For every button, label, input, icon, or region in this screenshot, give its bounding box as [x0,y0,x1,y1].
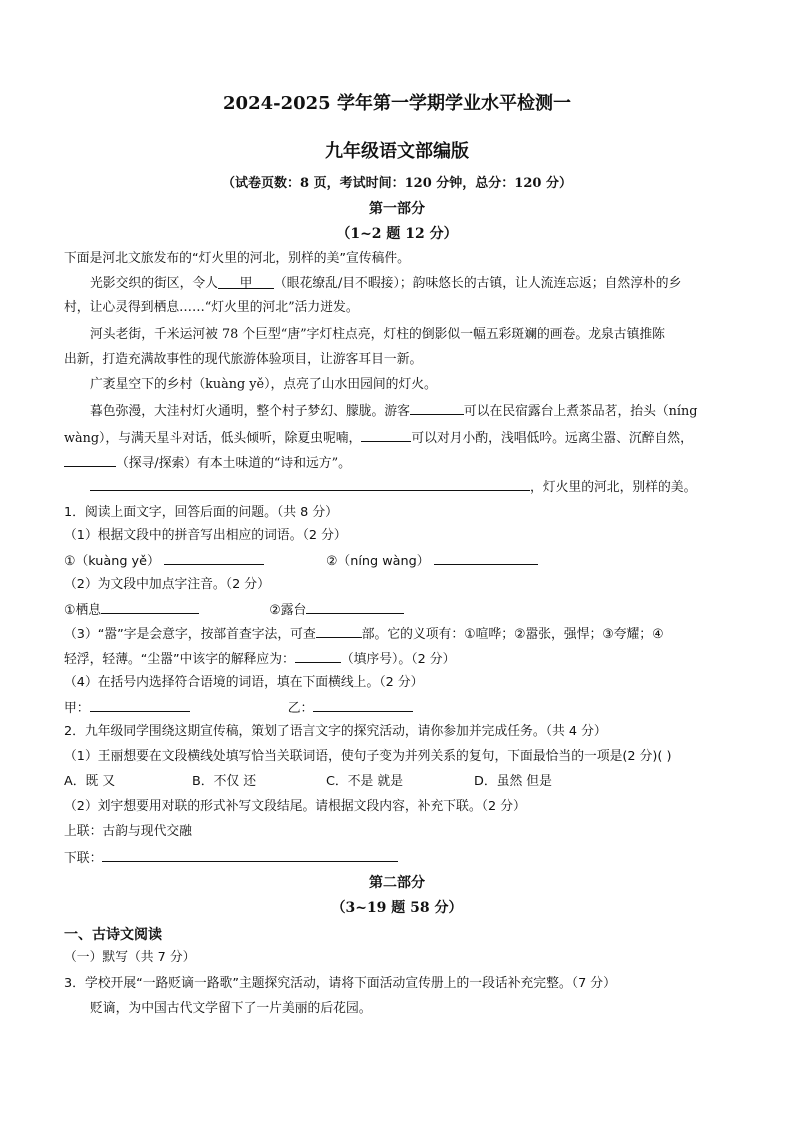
q1-sub1b-label: ②（níng wàng） [325,554,430,569]
blank-jia-label: 甲 [239,276,253,291]
q1-sub2-answers [64,600,738,620]
passage-line [64,477,738,497]
passage-line [64,453,738,473]
option-b: B．不仅 还 [192,774,257,789]
q1-sub3-cont [64,649,738,669]
couplet-lower-label: 下联： [64,851,103,866]
q2-sub2: （2）刘宇想要用对联的形式补写文段结尾。请根据文段内容，补充下联。（2 分） [64,799,526,814]
passage-text: （探寻/探索）有本土味道的“诗和远方”。 [116,456,351,471]
couplet-upper: 上联：古韵与现代交融 [64,824,192,839]
q1-sub4b-label: 乙： [287,701,314,716]
subsection-title: （一）默写（共 7 分） [64,950,196,965]
q3-text: 贬谪，为中国古代文学留下了一片美丽的后花园。 [90,1001,372,1016]
blank-jia [218,275,274,289]
answer-blank [164,551,264,565]
option-a: A．既 又 [64,774,116,789]
q1-sub3 [64,624,738,644]
answer-blank [101,600,199,614]
exam-subtitle: 九年级语文部编版 [325,141,469,162]
q1-sub2a-label: ①栖息 [64,603,102,618]
option-c: C．不是 就是 [326,774,403,789]
passage-line: 河头老街，千米运河被 78 个巨型“唐”字灯柱点亮，灯柱的倒影似一幅五彩斑斓的画卷。龙泉古镇推陈 [90,327,665,342]
passage-line [64,275,738,293]
passage-text: 可以在民宿露台上煮茶品茗，抬头（níng [463,404,698,419]
answer-blank [434,551,538,565]
passage-text: （眼花缭乱/目不暇接）；韵味悠长的古镇，让人流连忘返；自然淳朴的乡 [273,276,682,291]
exam-meta: （试卷页数：8 页，考试时间：120 分钟，总分：120 分） [222,176,572,191]
answer-blank [90,477,530,491]
passage-text: wàng），与满天星斗对话，低头倾听，除夏虫呢喃， [64,431,362,446]
q2-stem: 2．九年级同学围绕这期宣传稿，策划了语言文字的探究活动，请你参加并完成任务。（共 4 分） [64,724,607,739]
q2-sub1: （1）王丽想要在文段横线处填写恰当关联词语，使句子变为并列关系的复句，下面最恰当的一项是(2 分)( ) [64,749,672,764]
couplet-lower [64,848,738,868]
option-d: D．虽然 但是 [474,774,552,789]
answer-blank [361,428,411,442]
passage-text: 光影交织的街区，令人 [90,276,218,291]
passage-line: 村，让心灵得到栖息……“灯火里的河北”活力迸发。 [64,300,359,315]
q2-options [64,773,738,791]
passage-line: 广袤星空下的乡村（kuàng yě），点亮了山水田园间的灯火。 [90,377,437,392]
q1-sub4-answers [64,698,738,718]
passage-line [64,428,738,448]
q1-sub2: （2）为文段中加点字注音。（2 分） [64,577,270,592]
answer-blank [313,698,413,712]
answer-blank [295,649,341,663]
answer-blank [102,848,398,862]
passage-text: 可以对月小酌，浅唱低吟。远离尘嚣、沉醉自然， [411,431,693,446]
q1-sub1: （1）根据文段中的拼音写出相应的词语。（2 分） [64,528,347,543]
q1-sub1-answers [64,551,738,571]
q1-sub3-text: （3）“嚣”字是会意字，按部首查字法，可查 [64,627,316,642]
passage-text: 暮色弥漫，大洼村灯火通明，整个村子梦幻、朦胧。游客 [90,404,410,419]
q1-stem: 1．阅读上面文字，回答后面的问题。（共 8 分） [64,505,338,520]
q1-sub4: （4）在括号内选择符合语境的词语，填在下面横线上。（2 分） [64,675,424,690]
part2-title: 第二部分 [369,875,425,891]
part1-score: （1~2 题 12 分） [336,226,458,242]
q1-sub4a-label: 甲： [64,701,90,716]
answer-blank [90,698,190,712]
passage-text: ，灯火里的河北，别样的美。 [530,480,697,495]
part2-score: （3~19 题 58 分） [331,900,463,916]
part1-title: 第一部分 [369,201,425,217]
exam-title: 2024-2025 学年第一学期学业水平检测一 [223,93,571,114]
q1-sub1a-label: ①（kuàng yě） [64,554,160,569]
answer-blank [316,624,362,638]
q3-stem: 3．学校开展“一路贬谪一路歌”主题探究活动，请将下面活动宣传册上的一段话补充完整。（7 分） [64,976,616,991]
q1-sub3-text: 轻浮，轻薄。“尘嚣”中该字的解释应为： [64,652,295,667]
answer-blank [64,453,116,467]
q1-sub3-text: 部。它的义项有：①喧哗；②嚣张，强悍；③夸耀；④ [361,627,664,642]
section-title: 一、古诗文阅读 [64,927,162,943]
q1-sub2b-label: ②露台 [269,603,307,618]
q1-sub3-text: （填序号）。（2 分） [340,652,456,667]
answer-blank [410,401,464,415]
passage-line: 出新，打造充满故事性的现代旅游体验项目，让游客耳目一新。 [64,352,423,367]
part1-intro: 下面是河北文旅发布的“灯火里的河北，别样的美”宣传稿件。 [64,251,410,266]
answer-blank [306,600,404,614]
passage-line [64,401,738,421]
